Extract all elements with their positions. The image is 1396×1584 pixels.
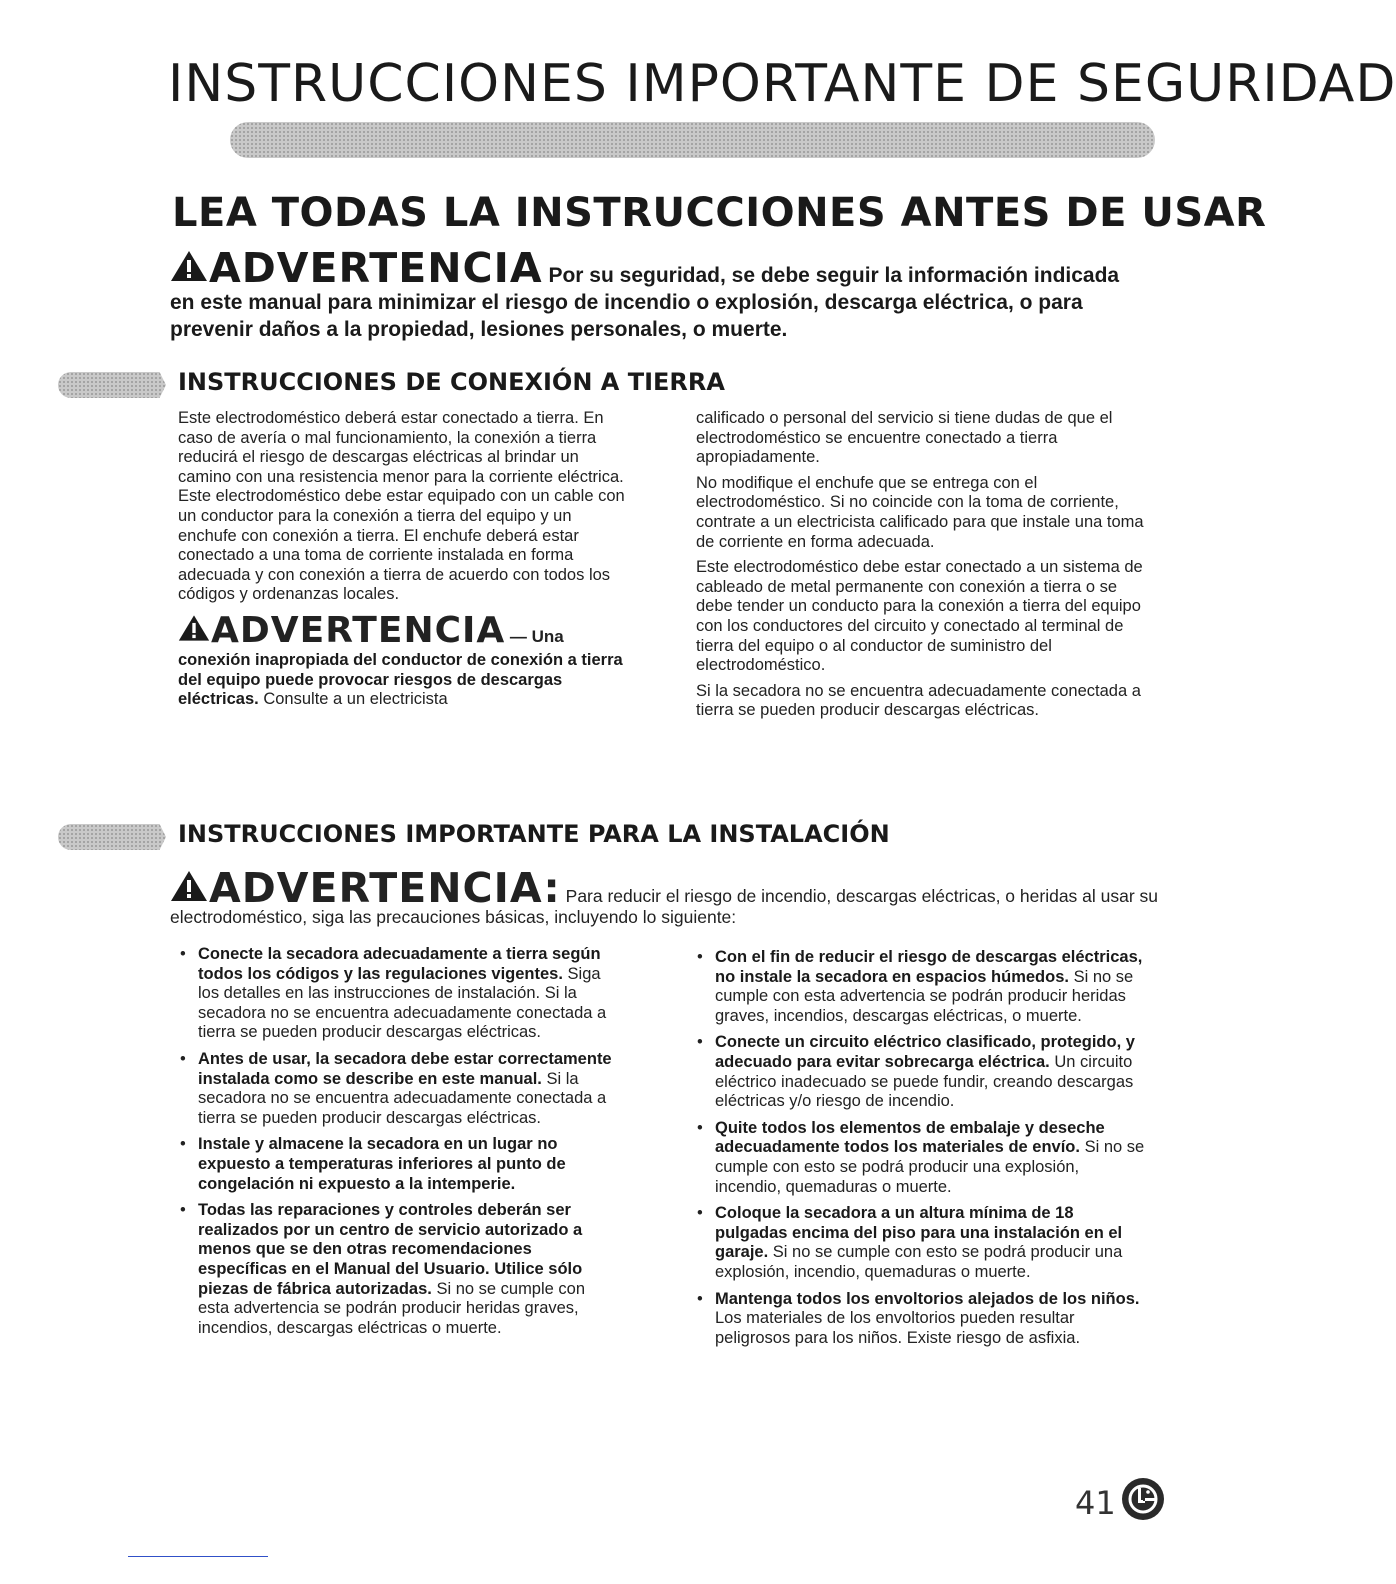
list-item: • Todas las reparaciones y controles deberán ser realizados por un centro de servicio autorizado a menos que se den otras recomendaciones específicas en el Manual del Usuario. Utilice sólo piezas de fábrica autorizadas. Si no se cumple con esta advertencia se podrán producir heridas graves, incendios, descargas eléctricas o muerte. (178, 1201, 618, 1338)
warning-triangle-icon (170, 870, 208, 902)
grounding-right-column (696, 409, 1146, 727)
list-item: • Conecte un circuito eléctrico clasificado, protegido, y adecuado para evitar sobrecarga eléctrica. Un circuito eléctrico inadecuado se puede fundir, creando descargas eléctricas y/o riesgo de incendio. (695, 1033, 1145, 1111)
grounding-right-paragraph: Este electrodoméstico debe estar conectado a un sistema de cableado de metal permanente con conexión a tierra o se debe tender un conducto para la conexión a tierra del equipo con los conductores del circuito y conectado al terminal de tierra del equipo o al conductor de suministro del electrodoméstico. (696, 558, 1143, 675)
installation-section-header (58, 820, 1158, 856)
installation-section-title: INSTRUCCIONES IMPORTANTE PARA LA INSTALACIÓN (178, 820, 890, 848)
grounding-right-paragraph: Si la secadora no se encuentra adecuadamente conectada a tierra se pueden producir descargas eléctricas. (696, 681, 1141, 720)
grounding-warning-bold: conexión inapropiada del conductor de conexión a tierra del equipo puede provocar riesgos de descargas eléctricas. (178, 650, 623, 709)
list-item: • Mantenga todos los envoltorios alejados de los niños. Los materiales de los envoltorios pueden resultar peligrosos para los niños. Existe riesgo de asfixia. (695, 1290, 1145, 1349)
page-title: INSTRUCCIONES IMPORTANTE DE SEGURIDAD (168, 54, 1396, 114)
list-item: • Quite todos los elementos de embalaje y deseche adecuadamente todos los materiales de envío. Si no se cumple con esto se podrá producir una explosión, incendio, quemaduras o muerte. (695, 1119, 1145, 1197)
grounding-warning-label: ADVERTENCIA (211, 609, 506, 651)
section-tab-marker (58, 824, 166, 850)
lg-logo-icon (1120, 1476, 1166, 1522)
list-item: • Conecte la secadora adecuadamente a tierra según todos los códigos y las regulaciones vigentes. Siga los detalles en las instrucciones de instalación. Si la secadora no se encuentra adecuadamente conectada a tierra se pueden producir descargas eléctricas. (178, 945, 618, 1043)
list-item: • Instale y almacene la secadora en un lugar no expuesto a temperaturas inferiores al punto de congelación ni expuesto a la intemperie. (178, 1135, 618, 1194)
grounding-right-paragraph: calificado o personal del servicio si tiene dudas de que el electrodoméstico se encuentre conectado a tierra apropiadamente. (696, 409, 1113, 467)
grounding-right-paragraph: No modifique el enchufe que se entrega con el electrodoméstico. Si no coincide con la toma de corriente, contrate a un electricista calificado para que instale una toma de corriente en forma adecuada. (696, 473, 1144, 551)
installation-left-column (178, 945, 618, 1345)
divider (128, 1556, 268, 1557)
list-item: • Con el fin de reducir el riesgo de descargas eléctricas, no instale la secadora en espacios húmedos. Si no se cumple con esta advertencia se podrán producir heridas graves, incendios, descargas eléctricas, o muerte. (695, 948, 1145, 1026)
grounding-paragraph: Este electrodoméstico deberá estar conectado a tierra. En caso de avería o mal funcionamiento, la conexión a tierra reducirá el riesgo de descargas eléctricas al brindar un camino con una resistencia menor para la corriente eléctrica. Este electrodoméstico debe estar equipado con un cable con un conductor para la conexión a tierra del equipo y un enchufe con conexión a tierra. El enchufe deberá estar conectado a una toma de corriente instalada en forma adecuada y con conexión a tierra de acuerdo con todos los códigos y ordenanzas locales. (178, 409, 625, 604)
installation-warning-text: Para reducir el riesgo de incendio, descargas eléctricas, o heridas al usar su electrodoméstico, siga las precauciones básicas, incluyendo lo siguiente: (170, 886, 1159, 927)
list-item: • Antes de usar, la secadora debe estar correctamente instalada como se describe en este manual. Si la secadora no se encuentra adecuadamente conectada a tierra se pueden producir descargas eléctricas. (178, 1050, 618, 1128)
list-item: • Coloque la secadora a un altura mínima de 18 pulgadas encima del piso para una instalación en el garaje. Si no se cumple con esto se podrá producir una explosión, incendio, quemaduras o muerte. (695, 1204, 1145, 1282)
installation-warning-label: ADVERTENCIA: (209, 864, 561, 912)
grounding-warning-rest: Consulte a un electricista (263, 690, 448, 709)
grounding-warning-dash: — Una (509, 626, 564, 646)
page-number: 41 (1075, 1484, 1116, 1522)
installation-right-column (695, 948, 1145, 1355)
grounding-warning (178, 611, 633, 710)
main-warning (170, 244, 1140, 343)
main-warning-label: ADVERTENCIA (209, 244, 543, 292)
main-warning-text: Por su seguridad, se debe seguir la información indicada en este manual para minimizar el riesgo de incendio o explosión, descarga eléctrica, o para prevenir daños a la propiedad, lesiones personales, o muerte. (170, 264, 1120, 341)
title-decorative-bar (230, 122, 1155, 158)
grounding-section-title: INSTRUCCIONES DE CONEXIÓN A TIERRA (178, 368, 725, 396)
grounding-left-column (178, 409, 633, 710)
warning-triangle-icon (170, 250, 208, 282)
section-tab-marker (58, 372, 166, 398)
warning-triangle-icon (178, 614, 210, 642)
installation-warning (170, 864, 1170, 928)
read-all-instructions-heading: LEA TODAS LA INSTRUCCIONES ANTES DE USAR (172, 190, 1267, 236)
grounding-section-header (58, 368, 1158, 404)
